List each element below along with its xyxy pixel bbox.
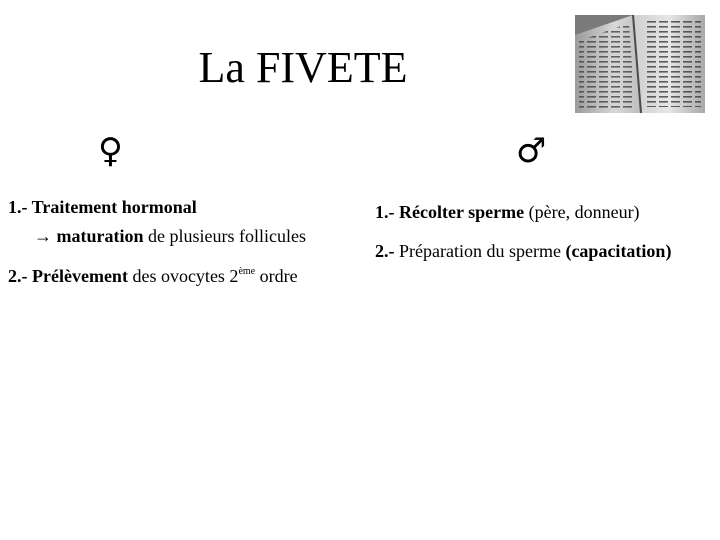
left-item-1-text: 1.- Traitement hormonal — [8, 197, 197, 217]
right-item-1 — [375, 201, 640, 223]
left-item-1-sub-rest: de plusieurs follicules — [148, 226, 306, 246]
right-item-1-bold: 1.- Récolter sperme — [375, 202, 525, 222]
male-symbol-icon: ♂ — [516, 131, 547, 171]
right-item-1-rest: (père, donneur) — [524, 202, 640, 222]
right-item-2-mid: Préparation du sperme — [399, 241, 566, 261]
arrow-icon: → — [34, 226, 52, 246]
book-photo — [575, 15, 705, 113]
left-item-2-bold: Prélèvement — [32, 266, 128, 286]
left-item-2-prefix: 2.- — [8, 266, 32, 286]
left-item-2-mid: des ovocytes 2 — [127, 266, 239, 286]
left-item-2 — [8, 265, 298, 287]
left-item-2-sup: ème — [238, 266, 256, 277]
right-item-2 — [375, 240, 671, 262]
female-symbol-icon: ♀ — [98, 131, 123, 171]
right-item-2-bold: (capacitation) — [565, 241, 672, 261]
left-item-1 — [8, 196, 197, 218]
left-item-2-end: ordre — [255, 266, 298, 286]
left-item-1-sub-bold: maturation — [56, 226, 144, 246]
left-item-1-sub — [34, 225, 306, 247]
slide-title: La FIVETE — [198, 43, 408, 92]
right-item-2-prefix: 2.- — [375, 241, 399, 261]
